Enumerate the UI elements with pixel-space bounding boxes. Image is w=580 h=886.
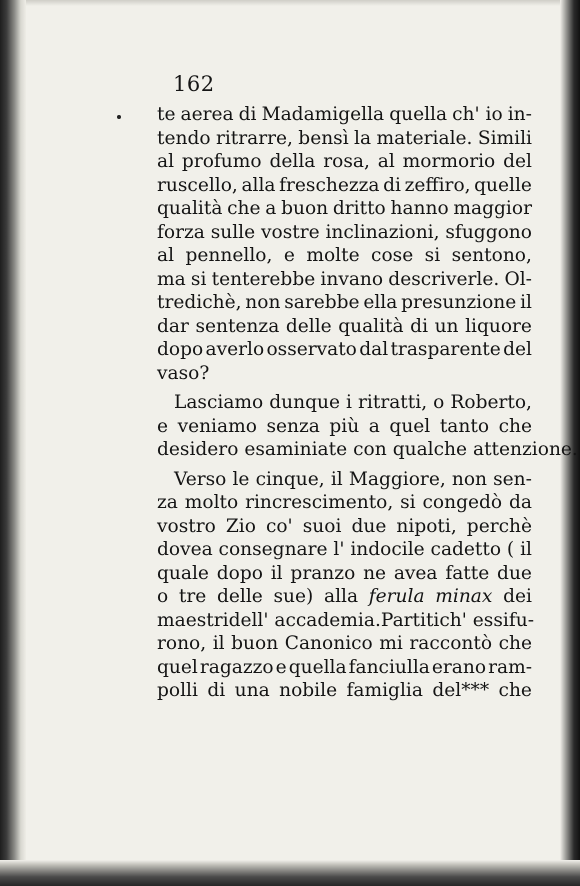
word: cose [371,245,414,266]
word: qualche [392,439,467,460]
word: si [400,492,416,513]
word: non [245,292,281,313]
word: desidero [157,439,239,460]
word: di [207,680,226,701]
word: e [275,656,287,678]
word: aerea [180,104,234,125]
word: ferula [368,586,425,607]
word: quella [389,104,448,125]
word: ragazzo [199,656,274,678]
word: o [433,392,445,413]
word: o [157,586,169,607]
text-line [157,268,532,292]
text-line [157,291,532,315]
text-line [157,468,532,492]
word: ritratti, [358,392,428,413]
word: rosa, [323,151,370,172]
word: bensì [298,127,349,149]
text-line [157,538,532,562]
word: dopo [216,562,263,584]
word: inclinazioni, [325,221,440,243]
word: delle [285,315,332,337]
word: a [265,198,277,219]
text-line [157,391,532,415]
word: due [497,562,532,584]
text-line [157,656,532,680]
page-number: 162 [173,72,215,96]
word: con [353,439,387,460]
word: dritto [332,198,386,219]
word: descriverle. [388,268,500,290]
word: pennello, [185,245,273,266]
word: raccontò [409,633,493,654]
word: Simili [477,127,532,149]
text-line [157,609,532,633]
word: ch' io [452,104,503,125]
word: delle [216,586,263,607]
word: mi [379,633,403,654]
word: za [157,492,178,513]
word: che [498,680,532,701]
text-line [157,221,532,245]
text-line [157,632,532,656]
word: buon [231,633,279,654]
word: un [434,315,459,337]
word: maggior [453,198,532,219]
word: dei [503,586,532,607]
word: dell' accademia. [228,609,381,631]
word: consegnare [218,539,328,560]
word: ella [363,292,398,313]
word: Ol- [504,268,532,290]
word: Maggiore, [348,468,446,490]
word: fanciulla [348,656,430,678]
word: molte [306,245,360,266]
word: suoi [302,515,342,537]
word: sue) [273,586,314,607]
word: di [383,174,401,196]
text-line [157,244,532,268]
page-top-edge [0,0,580,6]
page-bottom-edge [0,860,580,886]
word: Canonico [284,633,373,654]
text-line [157,438,578,462]
word: si [424,245,441,266]
word: cadetto [430,539,502,560]
word: molto [184,492,239,513]
word: trasparente [390,339,501,360]
word: tre [178,586,207,607]
word: Roberto, [450,392,532,413]
word: due [351,515,387,537]
word: ( il [506,539,532,560]
word: qualità [338,315,404,337]
word: del [503,339,532,360]
word: minax [435,586,493,607]
word: si [190,268,207,290]
word: nobile [279,680,338,701]
word: Madamigella [261,104,385,125]
word: da [508,492,532,513]
word: Zio [225,515,256,537]
word: non [451,468,488,490]
word: erano [431,656,487,678]
word: presunzione [401,292,517,313]
text-line [157,315,532,339]
margin-mark [117,115,121,119]
word: liquore [465,315,532,337]
word: di [238,104,257,125]
word: vostro [157,515,216,537]
word: tanto [439,415,490,437]
word: attenzione. [473,439,578,460]
word: sen- [493,468,532,490]
word: del*** [432,680,490,701]
word: il [270,562,283,584]
word: quale [157,562,209,584]
text-line [157,491,532,515]
word: la [354,127,372,149]
word: il [212,633,225,654]
word: tendo [157,127,211,149]
word: le [232,468,250,490]
word: sentono, [451,245,532,266]
word: mormorio [402,151,496,172]
word: Lasciamo [174,392,264,413]
word: più [329,415,360,437]
page-binding-edge [0,0,26,886]
word: quelle [474,174,532,196]
word: ruscello, [157,174,238,196]
word: sulle [210,221,256,243]
text-line [157,127,532,151]
word: qualità [157,198,223,219]
word: il [330,468,343,490]
word: osservato [266,339,357,360]
word: perchè [466,515,532,537]
text-line [157,679,532,703]
word: polli [157,680,198,701]
word: famiglia [346,680,423,701]
word: fu- [508,609,534,631]
word: vaso? [157,362,210,384]
text-line [157,415,532,439]
word: ritrarre, [215,127,293,149]
word: te [157,104,176,125]
word: profumo [181,151,262,172]
word: Partiti [380,609,440,631]
word: dopo [157,339,204,360]
word: buon [281,198,329,219]
word: quel [157,656,198,678]
word: ne [363,562,387,584]
word: e [283,245,295,266]
text-line [157,197,532,221]
word: dal [359,339,389,360]
word: pranzo [290,562,356,584]
word: fatte [445,562,490,584]
word: vostre [261,221,320,243]
text-line [157,103,532,127]
word: dunque [269,392,341,413]
word: maestri [157,609,229,631]
word: freschezza [279,174,380,196]
word: esaminiate [244,439,348,460]
word: sentenza [195,315,280,337]
word: di [410,315,429,337]
text-line [157,562,532,586]
word: quel [389,415,431,437]
word: nipoti, [396,515,457,537]
text-line [157,585,532,609]
text-line [157,150,532,174]
word: co' [265,515,293,537]
word: rincrescimento, [245,492,394,513]
word: ch' essi [439,609,509,631]
text-line [157,515,532,539]
word: dar [157,315,189,337]
word: a [368,415,380,437]
word: in- [507,104,532,125]
word: quella [288,656,347,678]
word: forza [157,221,205,243]
word: avea [393,562,438,584]
word: alla [323,586,359,607]
word: veniamo [177,415,257,437]
word: averlo [205,339,265,360]
word: il [520,292,532,313]
word: invano [320,268,384,290]
word: tenterebbe [211,268,316,290]
word: al [157,151,175,172]
word: sfuggono [445,221,532,243]
word: congedò [422,492,503,513]
word: del [503,151,532,172]
word: senza [266,415,320,437]
word: della [269,151,316,172]
word: Verso [174,468,227,490]
text-line [157,174,532,198]
word: al [157,245,175,266]
word: cinque, [255,468,325,490]
word: tredichè, [157,292,242,313]
word: i [346,392,352,413]
word: l' indocile [333,539,425,560]
word: una [234,680,270,701]
word: e [157,415,169,437]
word: zeffiro, [404,174,471,196]
word: che [227,198,261,219]
body-text [157,103,578,703]
word: dovea [157,539,213,560]
word: che [498,415,532,437]
word: alla [241,174,276,196]
word: ma [157,268,186,290]
word: ram- [488,656,532,678]
text-line [157,362,532,386]
word: al [377,151,395,172]
word: che [498,633,532,654]
word: rono, [157,633,207,654]
word: hanno [390,198,449,219]
word: sarebbe [284,292,360,313]
word: materiale. [376,127,473,149]
text-line [157,338,532,362]
